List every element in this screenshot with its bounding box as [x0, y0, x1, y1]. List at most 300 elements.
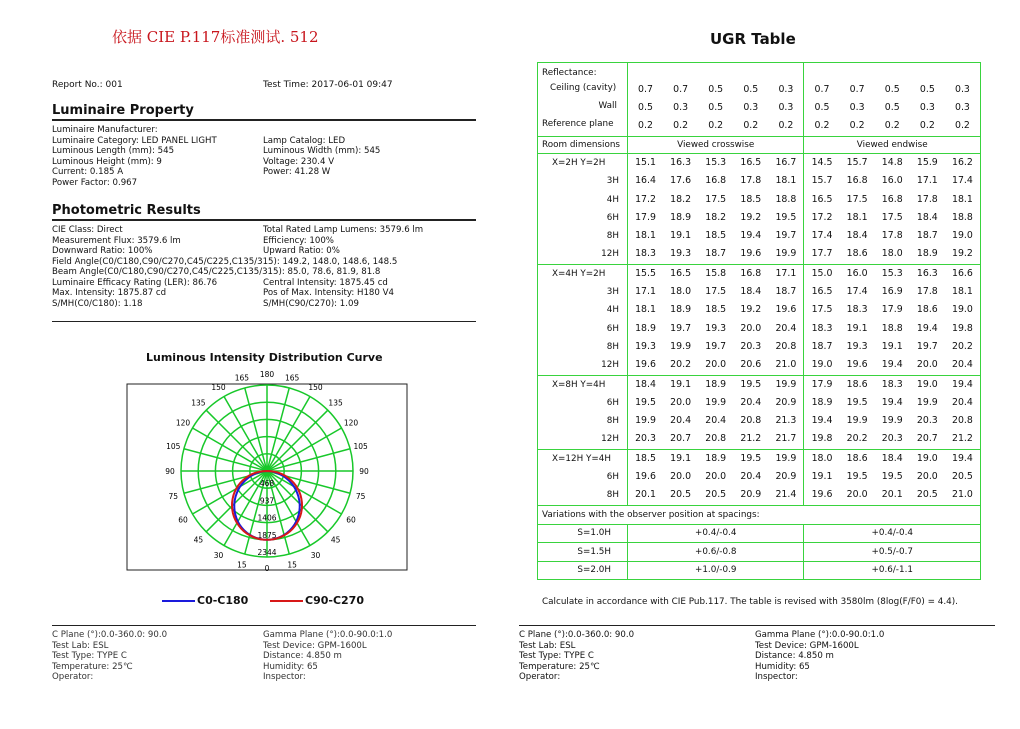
- ref-value: 0.2: [673, 120, 689, 132]
- ugr-value: 20.4: [740, 471, 762, 483]
- section-luminaire-property: Luminaire Property: [52, 103, 194, 118]
- ugr-value: 18.8: [881, 322, 903, 334]
- polar-angle-label: 135: [191, 398, 206, 408]
- ugr-value: 20.0: [705, 359, 727, 371]
- polar-angle-label: 150: [211, 382, 226, 392]
- ugr-value: 16.4: [635, 175, 656, 187]
- ref-value: 0.2: [919, 120, 935, 132]
- ceiling-value: 0.5: [708, 83, 724, 95]
- ugr-value: 20.0: [670, 471, 692, 483]
- photometric-left-list: CIE Class: Direct Measurement Flux: 3579.6 lm Downward Ratio: 100%: [52, 225, 181, 256]
- room-dim-label: 3H: [606, 176, 619, 187]
- ugr-value: 19.5: [740, 452, 762, 464]
- ugr-value: 18.7: [705, 248, 727, 260]
- ugr-value: 17.8: [740, 175, 762, 187]
- ugr-value: 15.8: [705, 267, 727, 279]
- ugr-value: 19.6: [775, 304, 797, 316]
- ugr-value: 17.5: [881, 211, 903, 223]
- room-dim-label: X=8H Y=4H: [552, 379, 606, 390]
- ugr-value: 18.1: [952, 286, 973, 298]
- divider: [52, 119, 476, 121]
- ugr-value: 19.5: [846, 396, 868, 408]
- footer2-right: Gamma Plane (°):0.0-90.0:1.0 Test Device: GPM-1600L Distance: 4.850 m Humidity: 65 Inspector:: [755, 630, 885, 682]
- ugr-value: 19.6: [635, 471, 656, 483]
- wall-value: 0.3: [673, 101, 689, 113]
- ugr-value: 20.6: [740, 359, 762, 371]
- polar-angle-label: 120: [175, 418, 191, 428]
- ugr-value: 20.4: [740, 396, 762, 408]
- ugr-group-row: [538, 154, 981, 265]
- ugr-value: 18.7: [811, 340, 833, 352]
- ugr-value: 16.5: [670, 267, 692, 279]
- ugr-value: 19.0: [916, 452, 938, 464]
- viewed-crosswise-label: Viewed crosswise: [627, 137, 804, 154]
- ugr-value: 19.5: [846, 471, 868, 483]
- ugr-value: 20.9: [775, 471, 797, 483]
- wall-value: 0.3: [919, 101, 935, 113]
- ugr-value: 18.0: [881, 248, 903, 260]
- ugr-value: 19.4: [881, 359, 903, 371]
- ugr-value: 18.3: [881, 378, 903, 390]
- room-dimensions-label: Room dimensions: [538, 137, 628, 154]
- polar-angle-label: 60: [178, 515, 188, 525]
- polar-diagram: [126, 370, 408, 573]
- ugr-value: 18.6: [846, 452, 868, 464]
- ugr-value: 15.9: [916, 157, 938, 168]
- ugr-value: 21.4: [775, 489, 797, 501]
- divider: [52, 219, 476, 221]
- ugr-value: 19.9: [775, 248, 797, 260]
- legend-c90-label: C90-C270: [305, 594, 364, 607]
- ugr-value: 19.5: [635, 396, 656, 408]
- room-dim-label: 8H: [606, 341, 619, 352]
- ceiling-value: 0.5: [919, 83, 935, 95]
- ugr-value: 16.5: [811, 193, 833, 205]
- ugr-value: 19.1: [881, 340, 903, 352]
- ceiling-value: 0.5: [743, 83, 759, 95]
- ugr-value: 19.9: [670, 340, 692, 352]
- ugr-value: 19.7: [670, 322, 692, 334]
- ugr-value: 17.7: [811, 248, 833, 260]
- ugr-value: 18.8: [775, 193, 797, 205]
- ugr-value: 16.8: [846, 175, 868, 187]
- polar-angle-label: 15: [237, 560, 247, 570]
- polar-radial-label: 468: [259, 479, 275, 489]
- ugr-value: 20.3: [635, 433, 656, 445]
- ugr-value: 17.4: [846, 286, 868, 298]
- legend-c0-label: C0-C180: [197, 594, 249, 607]
- wall-value: 0.3: [778, 101, 794, 113]
- room-dim-label: 6H: [606, 212, 619, 223]
- polar-angle-label: 15: [287, 560, 297, 570]
- ugr-value: 19.3: [705, 322, 727, 334]
- ugr-value: 17.4: [952, 175, 973, 187]
- ugr-value: 18.5: [740, 193, 762, 205]
- ugr-value: 20.9: [740, 489, 762, 501]
- ugr-value: 21.2: [952, 433, 973, 445]
- ugr-value: 17.2: [635, 193, 656, 205]
- ugr-value: 20.2: [846, 433, 868, 445]
- ugr-value: 19.4: [952, 378, 973, 390]
- ugr-value: 18.4: [846, 230, 868, 242]
- ugr-value: 20.3: [881, 433, 903, 445]
- spacing-label: S=1.0H: [538, 524, 628, 543]
- ugr-value: 18.4: [881, 452, 903, 464]
- ugr-value: 18.5: [635, 452, 656, 464]
- ugr-value: 16.8: [705, 175, 727, 187]
- ugr-value: 20.5: [916, 489, 938, 501]
- ugr-value: 16.6: [952, 267, 973, 279]
- ugr-value: 16.7: [775, 157, 797, 168]
- ref-value: 0.2: [638, 120, 653, 132]
- ugr-value: 19.5: [740, 378, 762, 390]
- ugr-value: 20.0: [916, 359, 938, 371]
- ref-value: 0.2: [778, 120, 794, 132]
- ugr-value: 16.3: [670, 157, 692, 168]
- ugr-value: 19.3: [635, 340, 656, 352]
- ref-value: 0.2: [708, 120, 724, 132]
- ugr-value: 17.9: [635, 211, 656, 223]
- ugr-value: 20.0: [740, 322, 762, 334]
- ugr-value: 18.9: [811, 396, 833, 408]
- ugr-value: 16.8: [881, 193, 903, 205]
- ugr-value: 17.1: [635, 286, 656, 298]
- ceiling-value: 0.3: [778, 83, 794, 95]
- ugr-value: 20.4: [952, 396, 973, 408]
- test-time: Test Time: 2017-06-01 09:47: [263, 80, 393, 90]
- ceiling-value: 0.7: [673, 83, 689, 95]
- ugr-value: 17.2: [811, 211, 833, 223]
- room-dim-label: X=12H Y=4H: [552, 453, 611, 464]
- legend-c0-swatch: [162, 600, 195, 602]
- polar-angle-label: 30: [310, 551, 321, 561]
- ugr-value: 18.9: [670, 211, 692, 223]
- divider: [519, 625, 995, 626]
- polar-radial-label: 1406: [257, 513, 277, 523]
- ugr-value: 16.9: [881, 286, 903, 298]
- ugr-value: 18.7: [916, 230, 938, 242]
- photometric-right-list: Total Rated Lamp Lumens: 3579.6 lm Efficiency: 100% Upward Ratio: 0%: [263, 225, 424, 256]
- room-dim-label: 8H: [606, 231, 619, 242]
- ugr-value: 20.8: [775, 340, 797, 352]
- polar-angle-label: 120: [343, 418, 359, 428]
- room-dim-label: 12H: [601, 249, 619, 260]
- ugr-value: 19.2: [740, 304, 762, 316]
- ugr-value: 19.5: [775, 211, 797, 223]
- ugr-value: 18.0: [670, 286, 692, 298]
- ugr-value: 21.7: [775, 433, 797, 445]
- wall-value: 0.5: [638, 101, 653, 113]
- ref-value: 0.2: [884, 120, 900, 132]
- polar-angle-label: 30: [213, 551, 224, 561]
- ugr-value: 19.7: [775, 230, 797, 242]
- wall-value: 0.3: [954, 101, 970, 113]
- spacing-label: S=2.0H: [538, 561, 628, 580]
- polar-angle-label: 105: [353, 441, 368, 451]
- ugr-value: 20.8: [705, 433, 727, 445]
- curve-title: Luminous Intensity Distribution Curve: [146, 351, 383, 364]
- ugr-value: 20.5: [705, 489, 727, 501]
- footer-right: Gamma Plane (°):0.0-90.0:1.0 Test Device: GPM-1600L Distance: 4.850 m Humidity: 65 Inspector:: [263, 630, 393, 682]
- ugr-value: 20.0: [670, 396, 692, 408]
- ugr-value: 20.1: [635, 489, 656, 501]
- ugr-value: 20.2: [952, 340, 973, 352]
- ugr-value: 18.1: [635, 230, 656, 242]
- spacing-end: +0.6/-1.1: [804, 561, 981, 580]
- luminaire-left-list: Luminaire Manufacturer: Luminaire Category: LED PANEL LIGHT Luminous Length (mm): 545 Luminous Height (mm): 9 Current: 0.185 A Power Factor: 0.967: [52, 125, 217, 188]
- ugr-value: 15.7: [811, 175, 833, 187]
- calc-note: Calculate in accordance with CIE Pub.117. The table is revised with 3580lm (8log(F/F0) = 4.4).: [542, 597, 958, 607]
- ugr-value: 19.1: [811, 471, 833, 483]
- ugr-value: 19.4: [952, 452, 973, 464]
- polar-angle-label: 180: [259, 370, 275, 379]
- ugr-value: 18.6: [916, 304, 938, 316]
- ugr-value: 20.4: [670, 415, 692, 427]
- ugr-value: 16.5: [740, 157, 762, 168]
- ugr-value: 17.1: [775, 267, 797, 279]
- ugr-value: 19.7: [705, 340, 727, 352]
- ceiling-value: 0.7: [814, 83, 830, 95]
- polar-angle-label: 165: [234, 373, 250, 383]
- polar-angle-label: 165: [284, 373, 300, 383]
- reflectance-end: [804, 63, 981, 137]
- ugr-value: 19.4: [740, 230, 762, 242]
- ugr-value: 19.9: [635, 415, 656, 427]
- ugr-value: 14.5: [811, 157, 833, 168]
- room-dim-label: X=4H Y=2H: [552, 268, 606, 279]
- ugr-value: 20.4: [775, 322, 797, 334]
- ugr-value: 19.0: [916, 378, 938, 390]
- ugr-value: 20.5: [670, 489, 692, 501]
- ugr-value: 18.4: [916, 211, 938, 223]
- ugr-value: 19.6: [635, 359, 656, 371]
- ugr-title: UGR Table: [710, 30, 796, 48]
- ugr-value: 19.1: [670, 378, 692, 390]
- ugr-value: 16.0: [881, 175, 903, 187]
- room-dim-label: 8H: [606, 416, 619, 427]
- ugr-value: 18.3: [846, 304, 868, 316]
- ugr-value: 19.9: [775, 378, 797, 390]
- spacing-label: S=1.5H: [538, 543, 628, 562]
- ugr-value: 17.6: [670, 175, 692, 187]
- ugr-value: 18.9: [916, 248, 938, 260]
- ugr-value: 19.4: [916, 322, 938, 334]
- photometric-left-list-2: Luminaire Efficacy Rating (LER): 86.76 Max. Intensity: 1875.87 cd S/MH(C0/C180): 1.18: [52, 277, 218, 309]
- ugr-value: 19.2: [740, 211, 762, 223]
- ugr-value: 20.2: [670, 359, 692, 371]
- room-dim-label: 12H: [601, 434, 619, 445]
- variations-label: Variations with the observer position at spacings:: [538, 505, 981, 524]
- ugr-value: 16.8: [740, 267, 762, 279]
- ugr-table: [537, 62, 981, 580]
- ugr-value: 17.8: [916, 193, 938, 205]
- polar-angle-label: 75: [168, 492, 179, 502]
- polar-radial-label: 2344: [257, 548, 277, 557]
- ugr-value: 17.8: [881, 230, 903, 242]
- ugr-value: 19.4: [811, 415, 833, 427]
- ugr-group-row: [538, 449, 981, 505]
- reflectance-cross: [627, 63, 804, 137]
- ref-value: 0.2: [954, 120, 970, 132]
- ceiling-value: 0.5: [884, 83, 900, 95]
- ugr-value: 18.3: [811, 322, 833, 334]
- ugr-value: 21.0: [775, 359, 797, 371]
- ugr-value: 20.7: [670, 433, 692, 445]
- chinese-header: 依据 CIE P.117标准测试. 512: [112, 28, 319, 46]
- wall-value: 0.5: [884, 101, 900, 113]
- ugr-value: 19.7: [916, 340, 938, 352]
- ugr-value: 19.3: [846, 340, 868, 352]
- ugr-value: 18.8: [952, 211, 973, 223]
- ugr-value: 19.9: [916, 396, 938, 408]
- ugr-value: 15.3: [705, 157, 727, 168]
- ugr-value: 16.5: [811, 286, 833, 298]
- ugr-value: 19.6: [846, 359, 868, 371]
- ugr-value: 20.0: [846, 489, 868, 501]
- ugr-value: 17.5: [705, 286, 727, 298]
- ugr-value: 20.5: [952, 471, 973, 483]
- wall-value: 0.5: [708, 101, 724, 113]
- ugr-value: 18.1: [775, 175, 797, 187]
- ugr-value: 17.1: [916, 175, 938, 187]
- ugr-value: 18.3: [635, 248, 656, 260]
- ugr-value: 18.6: [846, 248, 868, 260]
- ugr-value: 20.0: [705, 471, 727, 483]
- room-dim-label: 4H: [606, 194, 619, 205]
- ugr-value: 18.1: [952, 193, 973, 205]
- ugr-value: 15.7: [846, 157, 868, 168]
- polar-angle-label: 60: [346, 515, 356, 525]
- ugr-value: 18.5: [705, 304, 727, 316]
- ugr-value: 15.0: [811, 267, 833, 279]
- wall-value: 0.3: [849, 101, 865, 113]
- polar-angle-label: 45: [330, 535, 341, 545]
- ugr-value: 15.3: [881, 267, 903, 279]
- spacing-end: +0.5/-0.7: [804, 543, 981, 562]
- room-dim-label: 8H: [606, 490, 619, 501]
- photometric-right-list-2: Central Intensity: 1875.45 cd Pos of Max. Intensity: H180 V4 S/MH(C90/C270): 1.09: [263, 277, 394, 309]
- ugr-value: 20.8: [952, 415, 973, 427]
- divider: [52, 321, 476, 322]
- ugr-value: 18.6: [846, 378, 868, 390]
- ugr-value: 19.3: [670, 248, 692, 260]
- ugr-value: 18.2: [705, 211, 727, 223]
- ref-value: 0.2: [814, 120, 830, 132]
- ugr-value: 21.0: [952, 489, 973, 501]
- ugr-value: 18.1: [635, 304, 656, 316]
- ugr-value: 20.7: [916, 433, 938, 445]
- ugr-value: 20.1: [881, 489, 903, 501]
- polar-angle-label: 90: [359, 467, 369, 476]
- ugr-value: 19.2: [952, 248, 973, 260]
- spacing-row: [538, 561, 981, 580]
- reflectance-labels: Reflectance: Ceiling (cavity) Wall Reference plane: [538, 63, 628, 137]
- ugr-value: 20.3: [916, 415, 938, 427]
- photometric-angles: Field Angle(C0/C180,C90/C270,C45/C225,C135/315): 149.2, 148.0, 148.6, 148.5 Beam Angle(C0/C180,C90/C270,C45/C225,C135/315): 85.0, 78.6, 81.9, 81.8: [52, 256, 398, 277]
- room-dim-label: 12H: [601, 360, 619, 371]
- spacing-row: [538, 543, 981, 562]
- polar-angle-label: 150: [308, 382, 323, 392]
- room-dim-label: 4H: [606, 305, 619, 316]
- ugr-value: 19.8: [811, 433, 833, 445]
- ugr-value: 21.2: [740, 433, 762, 445]
- room-dim-label: 3H: [606, 287, 619, 298]
- polar-angle-label: 105: [166, 441, 181, 451]
- ugr-value: 20.4: [705, 415, 727, 427]
- ugr-value: 17.5: [705, 193, 727, 205]
- spacing-cross: +1.0/-0.9: [627, 561, 804, 580]
- spacing-cross: +0.4/-0.4: [627, 524, 804, 543]
- wall-value: 0.3: [743, 101, 759, 113]
- ugr-value: 20.3: [740, 340, 762, 352]
- polar-angle-label: 90: [165, 467, 175, 476]
- room-dim-label: 6H: [606, 323, 619, 334]
- ugr-value: 18.9: [670, 304, 692, 316]
- ugr-value: 19.1: [670, 452, 692, 464]
- ugr-value: 18.9: [705, 452, 727, 464]
- ugr-value: 15.5: [635, 267, 656, 279]
- ref-value: 0.2: [849, 120, 865, 132]
- ugr-value: 18.0: [811, 452, 833, 464]
- room-dim-label: 6H: [606, 472, 619, 483]
- ugr-value: 20.9: [775, 396, 797, 408]
- ugr-value: 19.9: [705, 396, 727, 408]
- ugr-group-row: [538, 375, 981, 449]
- polar-angle-label: 45: [193, 535, 204, 545]
- spacing-row: [538, 524, 981, 543]
- ugr-value: 16.3: [916, 267, 938, 279]
- ugr-value: 19.6: [740, 248, 762, 260]
- ugr-value: 18.9: [705, 378, 727, 390]
- ugr-value: 20.0: [916, 471, 938, 483]
- ugr-group-row: [538, 264, 981, 375]
- ugr-value: 19.9: [775, 452, 797, 464]
- ugr-value: 18.7: [775, 286, 797, 298]
- ugr-value: 19.0: [811, 359, 833, 371]
- ugr-value: 18.4: [740, 286, 762, 298]
- ref-value: 0.2: [743, 120, 759, 132]
- divider: [52, 625, 476, 626]
- ugr-value: 17.5: [811, 304, 833, 316]
- polar-angle-label: 75: [355, 492, 366, 502]
- ceiling-value: 0.7: [638, 83, 653, 95]
- footer-left: C Plane (°):0.0-360.0: 90.0 Test Lab: ESL Test Type: TYPE C Temperature: 25℃ Operator:: [52, 630, 168, 682]
- ugr-value: 19.0: [952, 304, 973, 316]
- luminaire-right-list: Lamp Catalog: LED Luminous Width (mm): 545 Voltage: 230.4 V Power: 41.28 W: [263, 135, 381, 177]
- room-dim-label: 6H: [606, 397, 619, 408]
- ugr-value: 18.4: [635, 378, 656, 390]
- ugr-value: 19.6: [811, 489, 833, 501]
- ugr-value: 16.2: [952, 157, 973, 168]
- ugr-value: 19.4: [881, 396, 903, 408]
- spacing-cross: +0.6/-0.8: [627, 543, 804, 562]
- polar-angle-label: 0: [264, 564, 270, 573]
- report-number: Report No.: 001: [52, 80, 123, 90]
- ugr-value: 20.4: [952, 359, 973, 371]
- ugr-value: 19.9: [846, 415, 868, 427]
- ugr-value: 19.5: [881, 471, 903, 483]
- ugr-value: 19.1: [670, 230, 692, 242]
- ceiling-value: 0.3: [954, 83, 970, 95]
- ugr-value: 15.1: [635, 157, 656, 168]
- wall-value: 0.5: [814, 101, 830, 113]
- viewed-endwise-label: Viewed endwise: [804, 137, 981, 154]
- ugr-value: 19.8: [952, 322, 973, 334]
- ugr-value: 21.3: [775, 415, 797, 427]
- ugr-value: 17.9: [881, 304, 903, 316]
- footer2-left: C Plane (°):0.0-360.0: 90.0 Test Lab: ESL Test Type: TYPE C Temperature: 25℃ Operator:: [519, 630, 635, 682]
- ugr-value: 17.5: [846, 193, 868, 205]
